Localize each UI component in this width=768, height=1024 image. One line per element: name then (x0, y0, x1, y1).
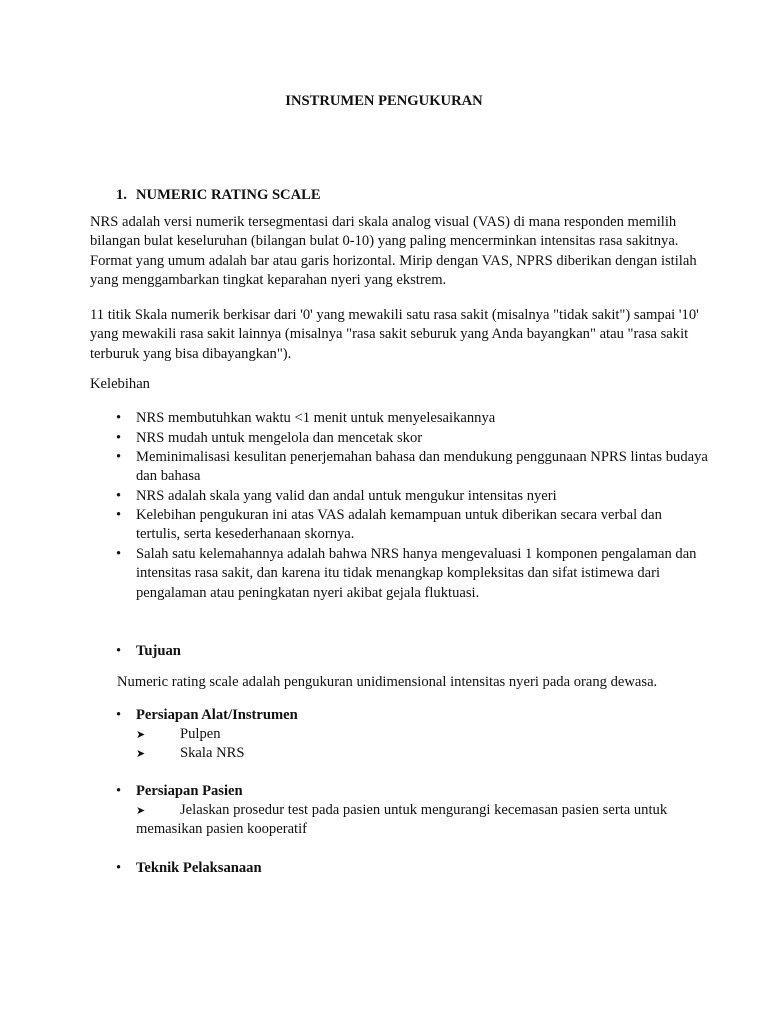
bullet-icon: • (116, 546, 122, 562)
bullet-icon: • (116, 783, 122, 799)
paragraph-line: 11 titik Skala numerik berkisar dari '0' yang mewakili satu rasa sakit (misalnya "tidak sakit") sampai '10' (90, 307, 699, 323)
list-item-text: tertulis, serta kesederhanaan skornya. (136, 526, 355, 543)
paragraph-11-point-scale (90, 306, 699, 364)
persiapan-alat-heading: Persiapan Alat/Instrumen (136, 707, 298, 723)
persiapan-pasien-step (136, 801, 667, 820)
tujuan-heading: Tujuan (136, 643, 181, 659)
persiapan-pasien-heading: Persiapan Pasien (136, 783, 243, 799)
arrow-bullet-icon: ➤ (136, 747, 146, 760)
paragraph-line: terburuk yang bisa dibayangkan"). (90, 345, 292, 362)
list-item-text: Jelaskan prosedur test pada pasien untuk mengurangi kecemasan pasien serta untuk (180, 802, 668, 818)
list-item-text: Pulpen (180, 726, 221, 742)
bullet-icon: • (116, 430, 122, 446)
list-item-text: Meminimalisasi kesulitan penerjemahan bahasa dan mendukung penggunaan NPRS lintas budaya (136, 449, 708, 465)
bullet-icon: • (116, 449, 122, 465)
paragraph-line: NRS adalah versi numerik tersegmentasi dari skala analog visual (VAS) di mana responden memilih (90, 214, 677, 230)
section-heading (116, 186, 321, 205)
bullet-icon: • (116, 507, 122, 523)
list-item-text: dan bahasa (136, 468, 201, 485)
bullet-icon: • (116, 860, 122, 876)
bullet-icon: • (116, 488, 122, 504)
arrow-bullet-icon: ➤ (136, 804, 146, 817)
paragraph-line: bilangan bulat keseluruhan (bilangan bulat 0-10) yang paling mencerminkan intensitas rasa sakitnya. (90, 233, 679, 250)
list-item-text-continued: memasikan pasien kooperatif (136, 821, 308, 837)
list-item-text: Skala NRS (180, 745, 245, 761)
paragraph-nrs-definition (90, 213, 697, 291)
bullet-icon: • (116, 643, 122, 659)
list-item-text: intensitas rasa sakit, dan karena itu tidak menangkap kompleksitas dan sifat istimewa dari (136, 565, 661, 582)
section-number: 1. (116, 187, 127, 203)
kelebihan-label: Kelebihan (90, 376, 150, 392)
list-item-text: Salah satu kelemahannya adalah bahwa NRS hanya mengevaluasi 1 komponen pengalaman dan (136, 546, 697, 562)
paragraph-line: yang menggambarkan tingkat keparahan nyeri yang ekstrem. (90, 272, 447, 289)
list-item-text: Kelebihan pengukuran ini atas VAS adalah kemampuan untuk diberikan secara verbal dan (136, 507, 662, 523)
teknik-heading: Teknik Pelaksanaan (136, 860, 262, 876)
page-title: INSTRUMEN PENGUKURAN (285, 93, 483, 109)
list-item-text: NRS mudah untuk mengelola dan mencetak skor (136, 430, 423, 446)
paragraph-line: yang mewakili rasa sakit lainnya (misalnya "rasa sakit seburuk yang Anda bayangkan" atau "rasa sakit (90, 326, 689, 343)
bullet-icon: • (116, 707, 122, 723)
paragraph-line: Format yang umum adalah bar atau garis horizontal. Mirip dengan VAS, NPRS diberikan dengan istilah (90, 252, 697, 269)
bullet-icon: • (116, 410, 122, 426)
tujuan-description: Numeric rating scale adalah pengukuran unidimensional intensitas nyeri pada orang dewasa. (117, 674, 658, 690)
section-title: NUMERIC RATING SCALE (136, 187, 321, 203)
list-item-text: NRS membutuhkan waktu <1 menit untuk menyelesaikannya (136, 410, 496, 426)
list-item-text: NRS adalah skala yang valid dan andal untuk mengukur intensitas nyeri (136, 488, 557, 504)
arrow-bullet-icon: ➤ (136, 728, 146, 741)
list-item-text: pengalaman atau peningkatan nyeri akibat gejala fluktuasi. (136, 584, 480, 601)
